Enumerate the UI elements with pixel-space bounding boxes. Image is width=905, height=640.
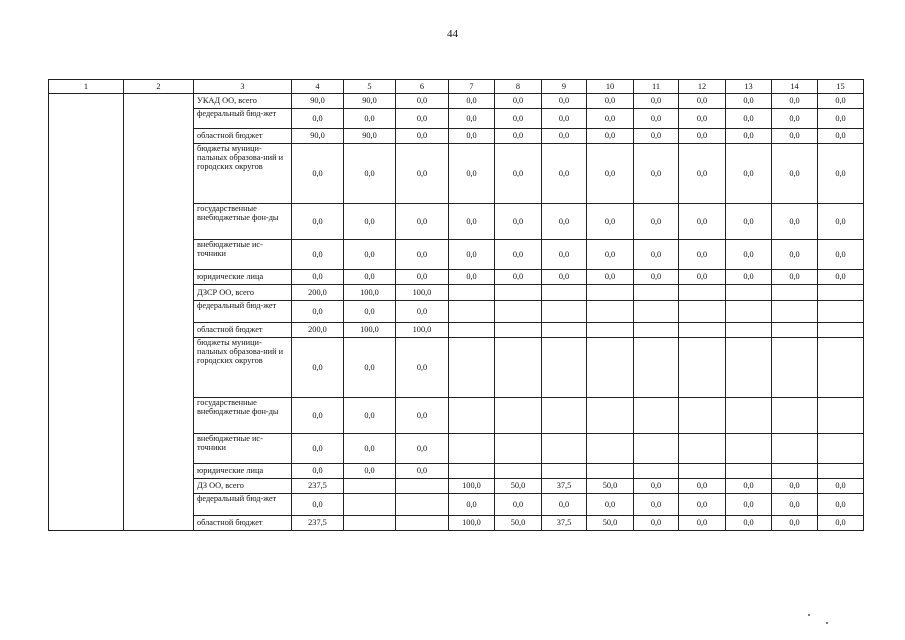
value-cell (449, 398, 495, 434)
value-cell: 0,0 (679, 144, 726, 204)
value-cell: 0,0 (495, 494, 542, 516)
value-cell: 0,0 (292, 398, 344, 434)
value-cell (542, 464, 587, 479)
value-cell: 0,0 (449, 270, 495, 285)
value-cell: 0,0 (396, 204, 449, 240)
value-cell (634, 301, 679, 323)
value-cell: 0,0 (292, 270, 344, 285)
value-cell: 0,0 (818, 109, 864, 129)
column-header: 4 (292, 80, 344, 94)
row-label: федеральный бюд-жет (194, 494, 292, 516)
value-cell: 0,0 (449, 129, 495, 144)
value-cell: 0,0 (449, 94, 495, 109)
row-label: внебюджетные ис-точники (194, 240, 292, 270)
value-cell: 0,0 (344, 204, 396, 240)
value-cell: 0,0 (726, 94, 772, 109)
value-cell: 0,0 (344, 270, 396, 285)
value-cell: 100,0 (344, 285, 396, 301)
value-cell: 0,0 (587, 144, 634, 204)
value-cell (818, 464, 864, 479)
value-cell (495, 338, 542, 398)
value-cell: 237,5 (292, 479, 344, 494)
value-cell: 0,0 (818, 240, 864, 270)
value-cell (449, 338, 495, 398)
value-cell: 90,0 (292, 129, 344, 144)
value-cell: 0,0 (726, 240, 772, 270)
value-cell (818, 434, 864, 464)
value-cell: 0,0 (396, 109, 449, 129)
value-cell (542, 301, 587, 323)
value-cell: 50,0 (587, 479, 634, 494)
row-label: бюджеты муници-пальных образова-ний и городских округов (194, 144, 292, 204)
table-row (49, 94, 864, 109)
value-cell (587, 464, 634, 479)
value-cell: 0,0 (542, 94, 587, 109)
row-label: ДЗСР ОО, всего (194, 285, 292, 301)
value-cell (634, 285, 679, 301)
value-cell: 0,0 (587, 94, 634, 109)
value-cell: 100,0 (449, 479, 495, 494)
value-cell: 0,0 (396, 270, 449, 285)
value-cell: 200,0 (292, 323, 344, 338)
value-cell (449, 323, 495, 338)
value-cell: 0,0 (495, 240, 542, 270)
value-cell (726, 434, 772, 464)
value-cell (679, 434, 726, 464)
value-cell: 0,0 (396, 129, 449, 144)
value-cell: 0,0 (396, 338, 449, 398)
value-cell: 0,0 (495, 129, 542, 144)
column-header: 1 (49, 80, 124, 94)
column-header: 8 (495, 80, 542, 94)
value-cell: 0,0 (587, 240, 634, 270)
value-cell: 0,0 (726, 494, 772, 516)
value-cell: 90,0 (344, 94, 396, 109)
value-cell: 0,0 (542, 494, 587, 516)
value-cell: 0,0 (292, 204, 344, 240)
value-cell: 0,0 (772, 94, 818, 109)
value-cell: 100,0 (396, 323, 449, 338)
value-cell (726, 464, 772, 479)
value-cell (587, 285, 634, 301)
scan-speck (826, 622, 828, 624)
value-cell: 0,0 (495, 204, 542, 240)
value-cell: 0,0 (679, 479, 726, 494)
value-cell: 0,0 (396, 301, 449, 323)
row-label: областной бюджет (194, 516, 292, 531)
value-cell (587, 338, 634, 398)
value-cell (344, 516, 396, 531)
column-header: 10 (587, 80, 634, 94)
value-cell: 0,0 (634, 94, 679, 109)
value-cell: 0,0 (344, 144, 396, 204)
value-cell: 50,0 (495, 516, 542, 531)
value-cell (679, 464, 726, 479)
value-cell: 0,0 (679, 204, 726, 240)
value-cell (495, 301, 542, 323)
value-cell: 0,0 (772, 204, 818, 240)
value-cell (726, 285, 772, 301)
value-cell: 0,0 (292, 240, 344, 270)
value-cell: 0,0 (292, 464, 344, 479)
row-label: УКАД ОО, всего (194, 94, 292, 109)
row-label: государственные внебюджетные фон-ды (194, 204, 292, 240)
value-cell: 100,0 (449, 516, 495, 531)
column-header: 15 (818, 80, 864, 94)
value-cell: 37,5 (542, 516, 587, 531)
value-cell: 0,0 (587, 494, 634, 516)
value-cell: 0,0 (772, 129, 818, 144)
value-cell: 0,0 (396, 464, 449, 479)
row-label: областной бюджет (194, 129, 292, 144)
row-label: ДЗ ОО, всего (194, 479, 292, 494)
value-cell: 0,0 (818, 270, 864, 285)
value-cell: 0,0 (495, 270, 542, 285)
value-cell: 0,0 (679, 240, 726, 270)
value-cell: 0,0 (634, 270, 679, 285)
value-cell: 0,0 (344, 434, 396, 464)
row-label: юридические лица (194, 464, 292, 479)
value-cell: 0,0 (292, 494, 344, 516)
value-cell: 0,0 (344, 301, 396, 323)
value-cell (542, 338, 587, 398)
value-cell: 0,0 (772, 494, 818, 516)
value-cell: 200,0 (292, 285, 344, 301)
value-cell: 0,0 (292, 434, 344, 464)
value-cell: 0,0 (344, 398, 396, 434)
value-cell: 0,0 (587, 129, 634, 144)
value-cell: 0,0 (396, 434, 449, 464)
value-cell: 0,0 (772, 144, 818, 204)
value-cell (542, 398, 587, 434)
value-cell: 0,0 (396, 144, 449, 204)
value-cell: 0,0 (818, 494, 864, 516)
value-cell (542, 434, 587, 464)
value-cell (344, 479, 396, 494)
value-cell: 0,0 (449, 204, 495, 240)
column-header: 11 (634, 80, 679, 94)
value-cell (772, 434, 818, 464)
value-cell (772, 398, 818, 434)
column-header: 9 (542, 80, 587, 94)
value-cell: 237,5 (292, 516, 344, 531)
value-cell: 0,0 (634, 204, 679, 240)
value-cell (587, 398, 634, 434)
value-cell: 0,0 (587, 270, 634, 285)
row-label: федеральный бюд-жет (194, 109, 292, 129)
value-cell: 0,0 (679, 94, 726, 109)
value-cell: 0,0 (772, 109, 818, 129)
value-cell (344, 494, 396, 516)
value-cell (726, 338, 772, 398)
value-cell: 0,0 (344, 109, 396, 129)
column-header: 13 (726, 80, 772, 94)
value-cell (818, 323, 864, 338)
value-cell (726, 323, 772, 338)
value-cell: 0,0 (449, 240, 495, 270)
column-header: 3 (194, 80, 292, 94)
value-cell (772, 285, 818, 301)
value-cell: 0,0 (726, 129, 772, 144)
page-number: 44 (447, 28, 458, 40)
value-cell (818, 285, 864, 301)
value-cell: 0,0 (495, 109, 542, 129)
value-cell (587, 434, 634, 464)
value-cell (634, 398, 679, 434)
value-cell: 50,0 (495, 479, 542, 494)
value-cell (495, 398, 542, 434)
value-cell: 0,0 (542, 129, 587, 144)
value-cell: 100,0 (344, 323, 396, 338)
col1-cell (49, 94, 124, 531)
value-cell: 0,0 (726, 516, 772, 531)
value-cell: 0,0 (772, 516, 818, 531)
value-cell: 0,0 (587, 109, 634, 129)
column-header: 5 (344, 80, 396, 94)
value-cell: 0,0 (818, 479, 864, 494)
value-cell (634, 464, 679, 479)
value-cell: 0,0 (587, 204, 634, 240)
value-cell (634, 434, 679, 464)
column-header: 6 (396, 80, 449, 94)
value-cell (634, 323, 679, 338)
value-cell (449, 464, 495, 479)
value-cell (679, 398, 726, 434)
value-cell: 0,0 (679, 516, 726, 531)
value-cell: 0,0 (634, 144, 679, 204)
value-cell (542, 323, 587, 338)
value-cell (818, 398, 864, 434)
value-cell: 0,0 (818, 129, 864, 144)
value-cell: 90,0 (344, 129, 396, 144)
value-cell: 0,0 (772, 270, 818, 285)
value-cell: 0,0 (679, 270, 726, 285)
value-cell (818, 301, 864, 323)
value-cell: 0,0 (449, 494, 495, 516)
value-cell: 0,0 (634, 479, 679, 494)
value-cell: 0,0 (292, 338, 344, 398)
value-cell: 0,0 (344, 240, 396, 270)
value-cell (495, 285, 542, 301)
value-cell: 0,0 (396, 398, 449, 434)
value-cell: 0,0 (396, 240, 449, 270)
value-cell: 0,0 (292, 109, 344, 129)
value-cell: 100,0 (396, 285, 449, 301)
value-cell: 0,0 (634, 109, 679, 129)
value-cell: 0,0 (726, 109, 772, 129)
value-cell: 0,0 (292, 144, 344, 204)
value-cell: 0,0 (495, 144, 542, 204)
value-cell (542, 285, 587, 301)
value-cell: 0,0 (818, 204, 864, 240)
value-cell: 0,0 (818, 144, 864, 204)
scan-speck (808, 614, 810, 616)
value-cell (772, 464, 818, 479)
value-cell: 0,0 (818, 94, 864, 109)
value-cell: 0,0 (542, 109, 587, 129)
row-label: областной бюджет (194, 323, 292, 338)
value-cell (449, 434, 495, 464)
budget-table (48, 79, 864, 531)
value-cell (679, 338, 726, 398)
value-cell: 0,0 (542, 240, 587, 270)
value-cell: 50,0 (587, 516, 634, 531)
value-cell (772, 323, 818, 338)
value-cell (679, 323, 726, 338)
value-cell: 0,0 (818, 516, 864, 531)
value-cell: 0,0 (726, 144, 772, 204)
value-cell: 0,0 (449, 144, 495, 204)
value-cell (587, 301, 634, 323)
value-cell: 0,0 (396, 94, 449, 109)
value-cell (726, 398, 772, 434)
value-cell: 0,0 (344, 464, 396, 479)
value-cell: 0,0 (679, 109, 726, 129)
value-cell: 0,0 (344, 338, 396, 398)
value-cell (396, 516, 449, 531)
row-label: внебюджетные ис-точники (194, 434, 292, 464)
value-cell: 0,0 (634, 129, 679, 144)
value-cell: 0,0 (772, 240, 818, 270)
value-cell (679, 285, 726, 301)
table-body (49, 80, 864, 531)
value-cell: 0,0 (679, 494, 726, 516)
value-cell: 0,0 (542, 270, 587, 285)
value-cell: 0,0 (449, 109, 495, 129)
value-cell: 0,0 (542, 144, 587, 204)
value-cell (679, 301, 726, 323)
column-header: 2 (124, 80, 194, 94)
value-cell (772, 301, 818, 323)
value-cell (495, 434, 542, 464)
row-label: федеральный бюд-жет (194, 301, 292, 323)
row-label: государственные внебюджетные фон-ды (194, 398, 292, 434)
header-row (49, 80, 864, 94)
value-cell: 0,0 (542, 204, 587, 240)
value-cell (449, 285, 495, 301)
value-cell: 0,0 (726, 270, 772, 285)
value-cell: 0,0 (726, 479, 772, 494)
value-cell: 0,0 (495, 94, 542, 109)
value-cell (495, 323, 542, 338)
col2-cell (124, 94, 194, 531)
value-cell: 0,0 (292, 301, 344, 323)
value-cell (726, 301, 772, 323)
value-cell (772, 338, 818, 398)
value-cell (587, 323, 634, 338)
value-cell: 0,0 (679, 129, 726, 144)
value-cell (495, 464, 542, 479)
value-cell: 0,0 (634, 240, 679, 270)
value-cell: 0,0 (772, 479, 818, 494)
value-cell (396, 479, 449, 494)
value-cell (396, 494, 449, 516)
value-cell (818, 338, 864, 398)
column-header: 12 (679, 80, 726, 94)
value-cell: 37,5 (542, 479, 587, 494)
value-cell (634, 338, 679, 398)
value-cell: 0,0 (634, 494, 679, 516)
row-label: бюджеты муници-пальных образова-ний и городских округов (194, 338, 292, 398)
column-header: 14 (772, 80, 818, 94)
value-cell (449, 301, 495, 323)
value-cell: 0,0 (634, 516, 679, 531)
value-cell: 90,0 (292, 94, 344, 109)
value-cell: 0,0 (726, 204, 772, 240)
row-label: юридические лица (194, 270, 292, 285)
column-header: 7 (449, 80, 495, 94)
